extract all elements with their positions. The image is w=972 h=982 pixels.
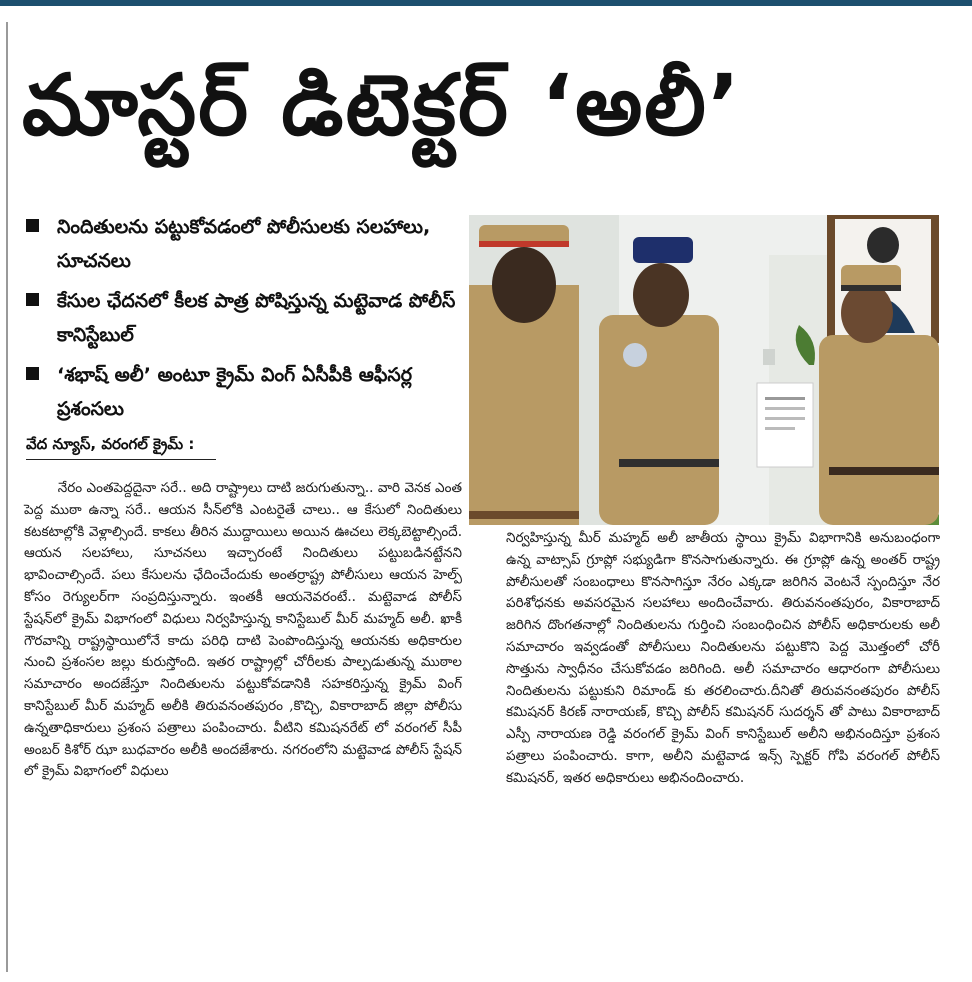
bullet-square-icon [26, 367, 39, 380]
bullet-item [22, 358, 462, 426]
header-accent-bar [0, 0, 972, 6]
highlight-bullets [22, 210, 462, 432]
award-ceremony-photo [469, 215, 939, 525]
byline: వేద న్యూస్, వరంగల్ క్రైమ్ : [26, 432, 216, 460]
bullet-item [22, 210, 462, 278]
column-rule [6, 22, 8, 972]
certificate [757, 383, 813, 467]
article-column-1: నేరం ఎంతపెద్దదైనా సరే.. అది రాష్ట్రాలు దాటి జరుగుతున్నా.. వారి వెనక ఎంత పెద్ద ముఠా ఉన్నా సరే.. ఆయన సీన్‌లోకి ఎంటరైతే చాలు.. ఆ కేసులో నిందితులు కటకటాల్లోకి వెళ్లాల్సిందే. కాకలు తీరిన ముద్దాయిలు అయిన ఊచలు లెక్కబెట్టాల్సిందే. ఆయన సలహాలు, సూచనలు ఇచ్చారంటే నిందితులు పట్టుబడినట్టేనని భావించాల్సిందే. పలు కేసులను ఛేదించేందుకు అంతర్రాష్ట్ర పోలీసులు ఆయన హెల్ప్ కోసం రెగ్యులర్‌గా సంప్రదిస్తున్నారు. ఇంతకీ ఆయనెవరంటే.. మట్టెవాడ పోలీస్ స్టేషన్‌లో క్రైమ్ విభాగంలో విధులు నిర్వహిస్తున్న కానిస్టేబుల్ మీర్ మహ్మద్ అలీ. ఖాకీ గౌరవాన్ని రాష్ట్రస్థాయిలోనే కాదు పరిధి దాటి పెంపొందిస్తున్న ఆయనకు అధికారుల నుంచి ప్రశంసల జల్లు కురుస్తోంది. ఇతర రాష్ట్రాల్లో చోరీలకు పాల్పడుతున్న ముఠాల సమాచారం అందజేస్తూ నిందితులను పట్టుకోవడానికి సహకరిస్తున్న క్రైమ్ వింగ్ కానిస్టేబుల్ మీర్ మహ్మద్ అలీకి తిరువనంతపురం ,కొచ్చి, వికారాబాద్ జిల్లా పోలీసు ఉన్నతాధికారులు ప్రశంస పత్రాలు పంపించారు. వీటిని కమిషనరేట్ లో వరంగల్ సీపీ అంబర్ కిశోర్ ఝా బుధవారం అలీకి అందజేశారు. నగరంలోని మట్టెవాడ పోలీస్ స్టేషన్ లో క్రైమ్ విభాగంలో విధులు [24, 480, 462, 780]
article-column-2: నిర్వహిస్తున్న మీర్ మహ్మద్ అలీ జాతీయ స్థాయి క్రైమ్ విభాగానికి అనుబంధంగా ఉన్న వాట్సాప్ గ్రూప్లో సభ్యుడిగా కొనసాగుతున్నారు. ఈ గ్రూప్లో ఉన్న అంతర్ రాష్ట్ర పోలీసులతో సంబంధాలు కొనసాగిస్తూ నేరం ఎక్కడా జరిగిన వెంటనే స్పందిస్తూ నేర పరిశోధనకు అవసరమైన సలహాలు అందించేవారు. తిరువనంతపురం, వికారాబాద్ జరిగిన దొంగతనాల్లో నిందితులను గుర్తించి సంబంధించిన పోలీస్ అధికారులకు అలీ సమాచారం ఇవ్వడంతో పోలీసులు నిందితులను పట్టుకొని పెద్ద మొత్తంలో చోరీ సొత్తును స్వాధీనం చేసుకోవడం జరిగింది. అలీ సమాచారం ఆధారంగా పోలీసులు నిందితులను పట్టుకుని రిమాండ్ కు తరలించారు.దీనితో తిరువనంతపురం పోలీస్ కమిషనర్ కిరణ్ నారాయణ్, కొచ్చి పోలీస్ కమిషనర్ సుదర్శన్ తో పాటు వికారాబాద్ ఎస్పీ నారాయణ రెడ్డి వరంగల్ క్రైమ్ వింగ్ కానిస్టేబుల్ అలీని అభినందిస్తూ ప్రశంస పత్రాలు పంపించారు. కాగా, అలీని మట్టెవాడ ఇన్స్ స్పెక్టర్ గోపి వరంగల్ పోలీస్ కమిషనర్, ఇతర అధికారులు అభినందించారు. [506, 530, 940, 786]
bullet-text: కేసుల ఛేదనలో కీలక పాత్ర పోషిస్తున్న మట్టెవాడ పోలీస్ కానిస్టేబుల్ [57, 290, 456, 346]
bullet-text: నిందితులను పట్టుకోవడంలో పోలీసులకు సలహాలు, సూచనలు [57, 216, 431, 272]
bullet-square-icon [26, 293, 39, 306]
bullet-square-icon [26, 219, 39, 232]
bullet-text: ‘శభాష్ అలీ’ అంటూ క్రైమ్ వింగ్ ఏసీపీకి ఆఫీసర్ల ప్రశంసలు [57, 364, 412, 420]
bullet-item [22, 284, 462, 352]
headline: మాస్టర్ డిటెక్టర్ ‘అలీ’ [22, 56, 742, 154]
news-photo [469, 215, 939, 525]
